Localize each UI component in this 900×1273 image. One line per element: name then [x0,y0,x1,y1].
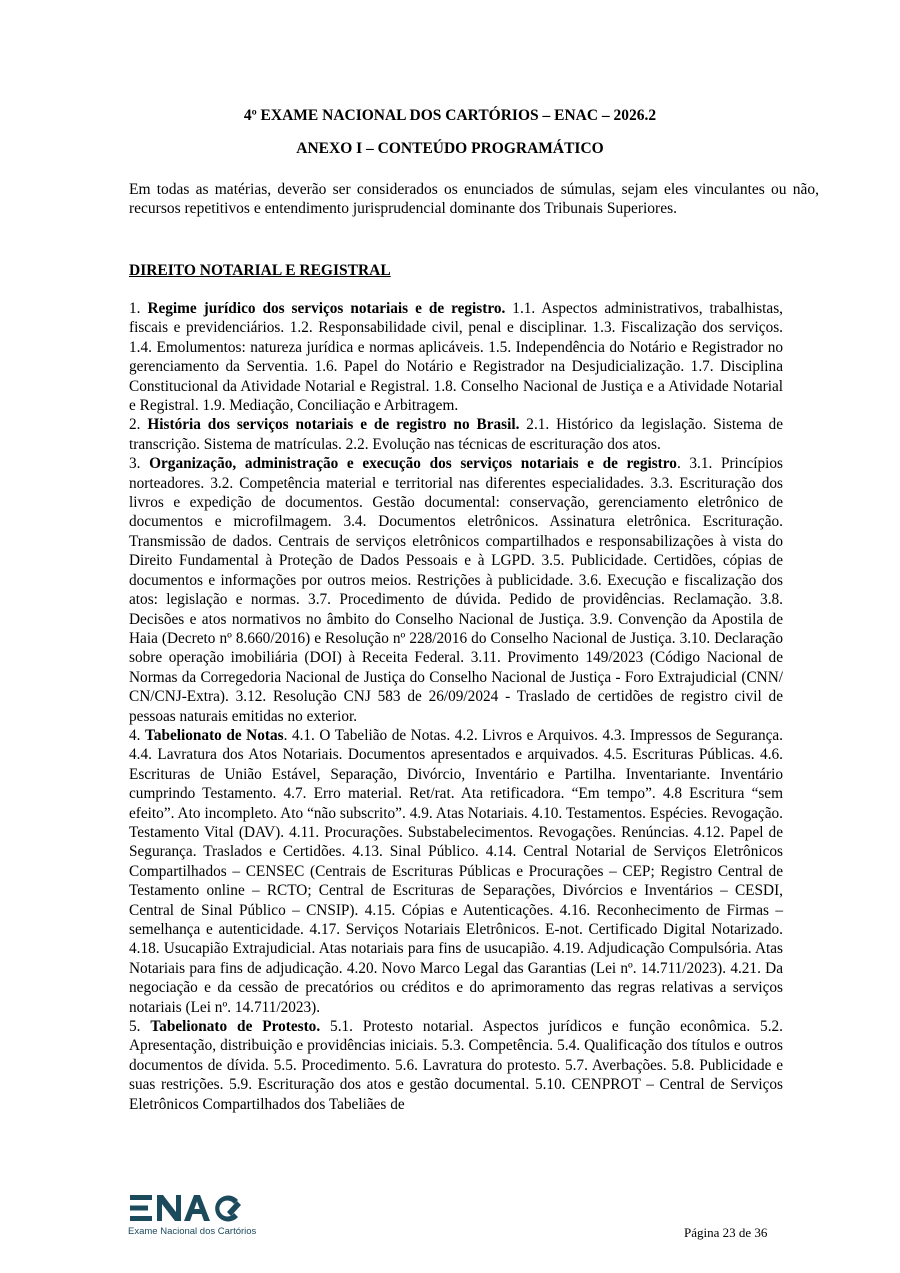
topic-text: . 3.1. Princípios norteadores. 3.2. Competência material e territorial nas diferentes especialidades. 3.3. Escrituração dos livros e expedição de documentos. Gestão documental: conservação, gerenciamento eletrônico de documentos e microfilmagem. 3.4. Documentos eletrônicos. Assinatura eletrônica. Escrituração. Transmissão de dados. Centrais de serviços eletrônicos compartilhados e responsabilizações à vista do Direito Fundamental à Proteção de Dados Pessoais e à LGPD. 3.5. Publicidade. Certidões, cópias de documentos e informações por outros meios. Restrições à publicidade. 3.6. Execução e fiscalização dos atos: legislação e normas. 3.7. Procedimento de dúvida. Pedido de providências. Reclamação. 3.8. Decisões e atos normativos no âmbito do Conselho Nacional de Justiça. 3.9. Convenção da Apostila de Haia (Decreto nº 8.660/2016) e Resolução nº 228/2016 do Conselho Nacional de Justiça. 3.10. Declaração sobre operação imobiliária (DOI) à Receita Federal. 3.11. Provimento 149/2023 (Código Nacional de Normas da Corregedoria Nacional de Justiça do Conselho Nacional de Justiça - Foro Extrajudicial (CNN/ CN/CNJ-Extra). 3.12. Resolução CNJ 583 de 26/09/2024 - Traslado de certidões de registro civil de pessoas naturais emitidas no exterior. [129,455,783,725]
topic-item [129,1017,783,1114]
topic-text: 2.1. Histórico da legislação. Sistema de transcrição. Sistema de matrículas. 2.2. Evolução nas técnicas de escrituração dos atos. [129,416,783,453]
page-number: Página 23 de 36 [684,1225,768,1240]
section-title: DIREITO NOTARIAL E REGISTRAL [129,262,391,279]
topic-number: 1. [129,300,148,317]
logo-caption: Exame Nacional dos Cartórios [128,1226,257,1237]
topic-title: Regime jurídico dos serviços notariais e de registro. [147,300,506,317]
topic-number: 3. [129,455,150,473]
intro-paragraph: Em todas as matérias, deverão ser considerados os enunciados de súmulas, sejam eles vinculantes ou não, recursos repetitivos e entendimento jurisprudencial dominante dos Tribunais Superiores. [129,181,819,218]
enac-logo-mark [128,1190,248,1226]
topic-item [129,299,783,415]
topic-title: História dos serviços notariais e de registro no Brasil. [147,416,520,434]
document-title: 4º EXAME NACIONAL DOS CARTÓRIOS – ENAC – 2026.2 [243,107,657,124]
topic-title: Tabelionato de Protesto. [150,1018,321,1036]
topic-title: Organização, administração e execução dos serviços notariais e de registro [149,455,677,473]
topic-item [129,415,783,454]
topic-text: 1.1. Aspectos administrativos, trabalhistas, fiscais e previdenciários. 1.2. Responsabilidade civil, penal e disciplinar. 1.3. Fiscalização dos serviços. 1.4. Emolumentos: natureza jurídica e normas aplicáveis. 1.5. Independência do Notário e Registrador no gerenciamento da Serventia. 1.6. Papel do Notário e Registrador na Desjudicialização. 1.7. Disciplina Constitucional da Atividade Notarial e Registral. 1.8. Conselho Nacional de Justiça e a Atividade Notarial e Registral. 1.9. Mediação, Conciliação e Arbitragem. [129,300,783,415]
topic-number: 4. [129,726,146,744]
document-subtitle: ANEXO I – CONTEÚDO PROGRAMÁTICO [296,140,604,157]
topic-text: 5.1. Protesto notarial. Aspectos jurídicos e função econômica. 5.2. Apresentação, distribuição e providências iniciais. 5.3. Competência. 5.4. Qualificação dos títulos e outros documentos de dívida. 5.5. Procedimento. 5.6. Lavratura do protesto. 5.7. Averbações. 5.8. Publicidade e suas restrições. 5.9. Escrituração dos atos e gestão documental. 5.10. CENPROT – Central de Serviços Eletrônicos Compartilhados dos Tabeliães de [129,1018,783,1113]
topic-item [129,454,783,726]
topic-title: Tabelionato de Notas [145,726,284,744]
topic-number: 5. [129,1018,151,1036]
section-body [129,299,783,1114]
enac-logo [128,1190,257,1242]
topic-text: . 4.1. O Tabelião de Notas. 4.2. Livros e Arquivos. 4.3. Impressos de Segurança. 4.4. Lavratura dos Atos Notariais. Documentos apresentados e arquivados. 4.5. Escrituras Públicas. 4.6. Escrituras de União Estável, Separação, Divórcio, Inventário e Partilha. Inventariante. Inventário cumprindo Testamento. 4.7. Erro material. Ret/rat. Ata retificadora. “Em tempo”. 4.8 Escritura “sem efeito”. Ato incompleto. Ato “não subscrito”. 4.9. Atas Notariais. 4.10. Testamentos. Espécies. Revogação. Testamento Vital (DAV). 4.11. Procurações. Substabelecimentos. Revogações. Renúncias. 4.12. Papel de Segurança. Traslados e Certidões. 4.13. Sinal Público. 4.14. Central Notarial de Serviços Eletrônicos Compartilhados – CENSEC (Centrais de Escrituras Públicas e Procurações – CEP; Registro Central de Testamento online – RCTO; Central de Escrituras de Separações, Divórcios e Inventários – CESDI, Central de Sinal Público – CNSIP). 4.15. Cópias e Autenticações. 4.16. Reconhecimento de Firmas – semelhança e autenticidade. 4.17. Serviços Notariais Eletrônicos. E-not. Certificado Digital Notarizado. 4.18. Usucapião Extrajudicial. Atas notariais para fins de usucapião. 4.19. Adjudicação Compulsória. Atas Notariais para fins de adjudicação. 4.20. Novo Marco Legal das Garantias (Lei nº. 14.711/2023). 4.21. Da negociação e da cessão de precatórios ou créditos e do aprimoramento das regras relativas a serviços notariais (Lei nº. 14.711/2023). [129,726,783,1016]
topic-item [129,726,783,1017]
topic-number: 2. [129,416,148,434]
